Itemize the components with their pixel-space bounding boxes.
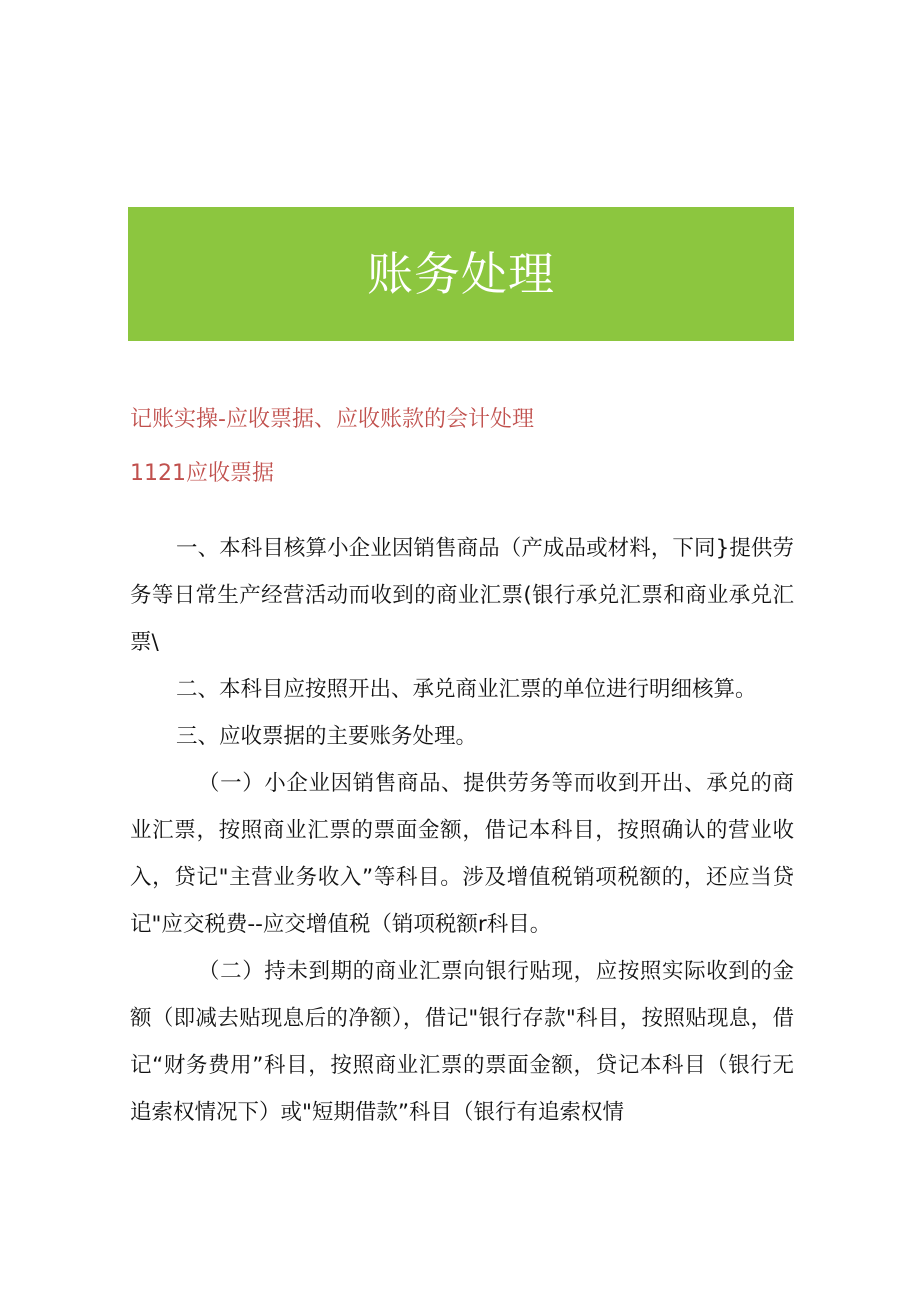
banner-title: 账务处理 bbox=[367, 247, 555, 301]
paragraph-2: 二、本科目应按照开出、承兑商业汇票的单位进行明细核算。 bbox=[176, 677, 757, 702]
paragraph-5: （二）持未到期的商业汇票向银行贴现，应按照实际收到的金额（即减去贴现息后的净额），借记"银行存款"科目，按照贴现息，借记“财务费用”科目，按照商业汇票的票面金额，贷记本科目（银行无追索权情况下）或"短期借款”科目（银行有追索权情 bbox=[130, 959, 794, 1125]
paragraph-1: 一、本科目核算小企业因销售商品（产成品或材料，下同}提供劳务等日常生产经营活动而收到的商业汇票(银行承兑汇票和商业承兑汇票\ bbox=[130, 536, 794, 655]
title-banner bbox=[128, 207, 794, 341]
document-body bbox=[130, 525, 794, 1136]
section-heading: 1121应收票据 bbox=[130, 461, 274, 486]
paragraph-4: （一）小企业因销售商品、提供劳务等而收到开出、承兑的商业汇票，按照商业汇票的票面金额，借记本科目，按照确认的营业收入，贷记"主营业务收入”等科目。涉及增值税销项税额的，还应当贷记"应交税费--应交增值税（销项税额r科目。 bbox=[130, 771, 794, 937]
document-subtitle: 记账实操-应收票据、应收账款的会计处理 bbox=[130, 407, 534, 432]
paragraph-3: 三、应收票据的主要账务处理。 bbox=[176, 724, 478, 749]
